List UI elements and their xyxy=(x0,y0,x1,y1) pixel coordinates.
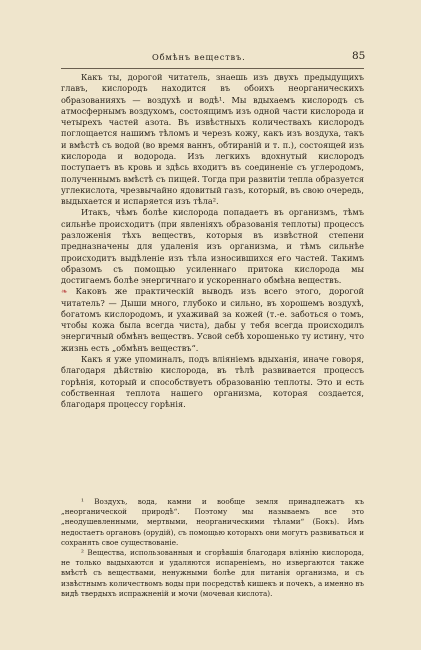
body-text xyxy=(61,72,364,410)
header-rule xyxy=(61,68,364,69)
margin-mark: ❧ xyxy=(61,287,76,297)
running-title: Обмѣнъ веществъ. xyxy=(152,52,246,62)
footnote-2: ² Вещества, использованныя и сгорѣвшія благодаря вліянію кислорода, не только выдыхаются и удаляются испареніемъ, но извергаются также вмѣстѣ съ веществами, ненужными болѣе для питанія организма, и съ извѣстнымъ количествомъ воды при посредствѣ кишекъ и почекъ, а именно въ видѣ твердыхъ испражненій и мочи (мочевая кислота). xyxy=(61,548,364,598)
paragraph-3: ❧ Каковъ же практическій выводъ изъ всего этого, дорогой читатель? — Дыши много, глубоко и сильно, въ хорошемъ воздухѣ, богатомъ кислородомъ, и ухаживай за кожей (т.-е. заботься о томъ, чтобы кожа была всегда чиста), дабы у тебя всегда происходилъ энергичный обмѣнъ веществъ. Усвой себѣ хорошенько ту истину, что жизнь есть „обмѣнъ веществъ“. xyxy=(61,286,364,353)
footnotes xyxy=(61,497,364,599)
paragraph-1: Какъ ты, дорогой читатель, знаешь изъ двухъ предыдущихъ главъ, кислородъ находится въ обоихъ неорганическихъ образованияхъ — воздухѣ и водѣ¹. Мы вдыхаемъ кислородъ съ атмосфернымъ воздухомъ, состоящимъ изъ одной части кислорода и четырехъ частей азота. Въ извѣстныхъ количествахъ кислородъ поглощается нашимъ тѣломъ и черезъ кожу, какъ изъ воздуха, такъ и вмѣстѣ съ водой (во время ваннъ, обтираній и т. п.), состоящей изъ кислорода и водорода. Изъ легкихъ вдохнутый кислородъ поступаетъ въ кровь и здѣсь входитъ въ соединеніе съ углеродомъ, полученнымъ вмѣстѣ съ пищей. Тогда при развитіи тепла образуется углекислота, чрезвычайно ядовитый газъ, который, въ свою очередь, выдыхается и испаряется изъ тѣла². xyxy=(61,72,365,207)
paragraph-2: Итакъ, чѣмъ болѣе кислорода попадаетъ въ организмъ, тѣмъ сильнѣе происходитъ (при явленіяхъ образованія теплоты) процессъ разложенія тѣхъ веществъ, которыя въ извѣстной степени предназначены для удаленія изъ организма, и тѣмъ сильнѣе происходитъ выдѣленіе изъ тѣла износившихся его частей. Такимъ образомъ съ помощью усиленнаго притока кислорода мы достигаемъ болѣе энергичнаго и ускореннаго обмѣна веществъ. xyxy=(61,207,364,286)
page-number: 85 xyxy=(352,50,366,62)
footnote-1: ¹ Воздухъ, вода, камни и вообще земля принадлежатъ къ „неорганической природѣ“. Поэтому мы называемъ все это „неодушевленными, мертвыми, неорганическими тѣлами“ (Бокъ). Имъ недостаетъ органовъ (орудій), съ помощью которыхъ они могутъ развиваться и сохранять свое существованіе. xyxy=(61,497,364,547)
page-header xyxy=(0,52,421,66)
paragraph-4: Какъ я уже упоминалъ, подъ вліяніемъ вдыханія, иначе говоря, благодаря дѣйствію кислорода, въ тѣлѣ развивается процессъ горѣнія, который и способствуетъ образованію теплоты. Это и есть собственная теплота нашего организма, которая создается, благодаря процессу горѣнія. xyxy=(61,354,364,410)
